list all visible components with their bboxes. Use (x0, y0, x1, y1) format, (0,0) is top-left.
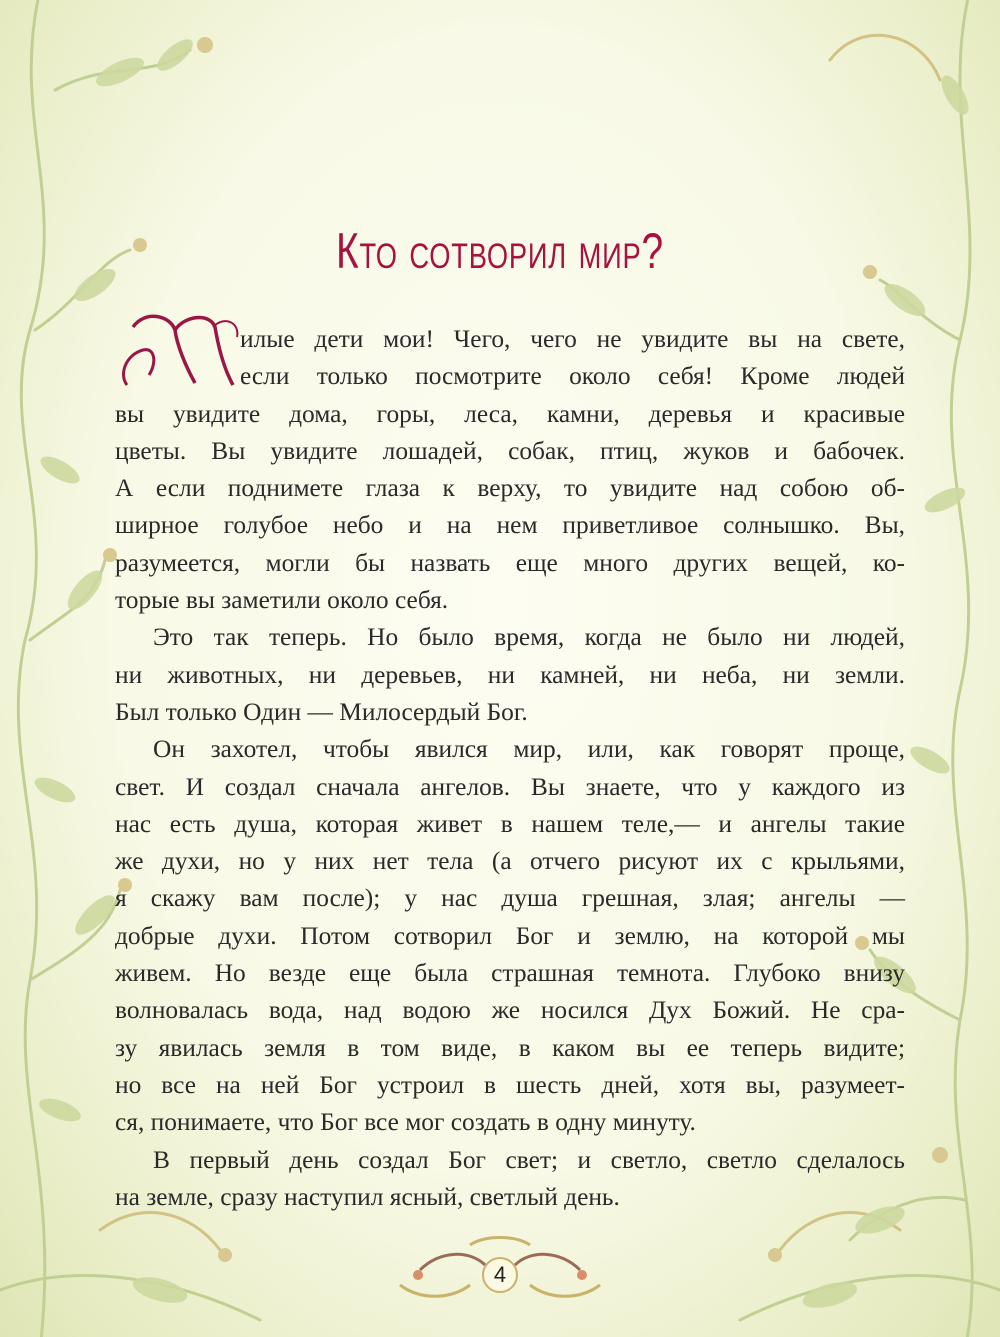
text-line: ся, понимаете, что Бог все мог создать в одну минуту. (115, 1108, 696, 1137)
text-line: ширное голубое небо и на нем приветливое солнышко. Вы, (115, 511, 905, 540)
text-line: же духи, но у них нет тела (а отчего рисуют их с крыльями, (115, 847, 905, 876)
text-line: илые дети мои! Чего, чего не увидите вы на свете, (240, 325, 905, 353)
text-line: разумеется, могли бы назвать еще много других вещей, ко- (115, 548, 905, 577)
text-line: вы увидите дома, горы, леса, камни, деревья и красивые (115, 399, 905, 428)
page-number: 4 (493, 1262, 507, 1287)
text-line: добрые духи. Потом сотворил Бог и землю, на которой мы (115, 921, 905, 950)
text-line: торые вы заметили около себя. (115, 586, 449, 615)
text-line: ни животных, ни деревьев, ни камней, ни неба, ни земли. (115, 660, 905, 689)
text-line: волновалась вода, над водою же носился Дух Божий. Не сра- (115, 996, 905, 1025)
dropcap-ornament (115, 305, 245, 405)
page-title: Кто сотворил мир? (336, 223, 664, 279)
text-line: А если поднимете глаза к верху, то увидите над собою об- (115, 474, 905, 503)
text-line: зу явилась земля в том виде, в каком вы ее теперь видите; (115, 1033, 905, 1062)
paragraph-3 (115, 731, 905, 1141)
text-line: нас есть душа, которая живет в нашем теле,— и ангелы такие (115, 809, 905, 838)
text-line: Это так теперь. Но было время, когда не было ни людей, (153, 623, 905, 652)
paragraph-4 (115, 1142, 905, 1217)
text-line: если только посмотрите около себя! Кроме людей (240, 362, 905, 391)
text-line: Был только Один — Милосердый Бог. (115, 697, 528, 726)
text-line: Он захотел, чтобы явился мир, или, как говорят проще, (153, 735, 905, 764)
text-line: В первый день создал Бог свет; и светло, светло сделалось (153, 1145, 905, 1174)
text-line: я скажу вам после); у нас душа грешная, злая; ангелы — (115, 884, 905, 913)
text-line: свет. И создал сначала ангелов. Вы знаете, что у каждого из (115, 772, 905, 801)
text-line: на земле, сразу наступил ясный, светлый день. (115, 1182, 620, 1211)
paragraph-2 (115, 619, 905, 731)
text-line: но все на ней Бог устроил в шесть дней, хотя вы, разумеет- (115, 1070, 905, 1099)
text-line: живем. Но везде еще была страшная темнота. Глубоко внизу (115, 959, 905, 988)
body-text (115, 321, 905, 1216)
text-line: цветы. Вы увидите лошадей, собак, птиц, жуков и бабочек. (115, 436, 905, 465)
